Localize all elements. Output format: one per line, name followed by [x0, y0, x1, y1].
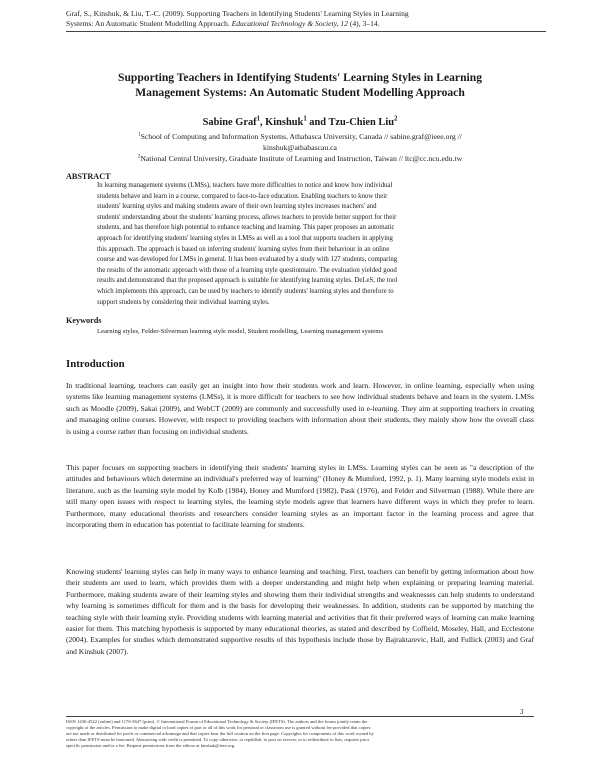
abstract-line: approach for identifying students' learning styles in LMSs as well as a tool that supports teachers in applying	[97, 234, 393, 242]
abstract-line: results and demonstrated that the proposed approach is suitable for identifying learning styles. DeLeS, the tool	[97, 277, 398, 285]
title-line-1: Supporting Teachers in Identifying Students' Learning Styles in Learning	[118, 71, 482, 84]
intro-paragraph-3: Knowing students' learning styles can help in many ways to enhance learning and teaching. First, teachers can benefit by getting information about how their students are used to learn, which provides them with a deeper understanding and might help when explaining or preparing learning material. Furthermore, making students aware of their learning styles and showing them their individual strengths and weaknesses can help students to understand why learning is sometimes difficult for them and is the basis for developing their weaknesses. In addition, students can be supported by matching the teaching style with their learning style. Providing students with learning material and activities that fit their preferred ways of learning can make learning easier for them. This matching hypothesis is supported by many educational theories, as stated and described by Coffield, Moseley, Hall, and Ecclestone (2004). Examples for studies which demonstrated supportive results of this hypothesis include those by Bajraktarevic, Hall, and Fullick (2003) and Graf and Kinshuk (2007).	[66, 567, 534, 656]
citation-line-2	[66, 19, 546, 29]
abstract-line: In learning management systems (LMSs), teachers have more difficulties to notice and know how individual	[97, 182, 393, 189]
page-number: 3	[520, 708, 524, 716]
affiliation-1-sup: 1	[138, 132, 141, 138]
header-rule	[66, 31, 546, 32]
affiliation-1-cont: kinshuk@athabascau.ca	[263, 143, 337, 152]
abstract-heading: ABSTRACT	[66, 172, 111, 181]
footer-line: ISSN 1436-4522 (online) and 1176-3647 (print). © International Forum of Educational Technology & Society (IFETS). The authors and the forum jointly retain the	[66, 719, 368, 724]
footer-line: copyright of the articles. Permission to make digital or hard copies of part or all of this work for personal or classroom use is granted without fee provided that copies	[66, 725, 371, 730]
citation-journal: Educational Technology & Society, 12	[231, 19, 348, 28]
keywords-text: Learning styles, Felder-Silverman learning style model, Student modelling, Learning management systems	[97, 328, 384, 335]
abstract-line: support students by considering their individual learning styles.	[97, 298, 270, 306]
citation-suffix: (4), 3–14.	[347, 19, 380, 28]
author-3-sup: 2	[393, 115, 398, 123]
abstract-line: students behave and learn in a course, compared to face-to-face education. Enabling teachers to know their	[97, 192, 388, 200]
abstract-body	[97, 181, 503, 308]
keywords-heading: Keywords	[66, 316, 102, 325]
author-1: Sabine Graf	[202, 117, 257, 128]
affiliation-1-text: School of Computing and Information Systems, Athabasca University, Canada // sabine.graf@ieee.org //	[140, 132, 462, 141]
section-heading-introduction: Introduction	[66, 358, 125, 370]
citation-line-1: Graf, S., Kinshuk, & Liu, T.-C. (2009). Supporting Teachers in Identifying Students' Learning Styles in Learning	[66, 9, 409, 18]
author-2: , Kinshuk	[259, 117, 304, 128]
abstract-line: which implements this approach, can be used by teachers to identify students' learning styles and therefore to	[97, 287, 394, 295]
abstract-line: the results of the automatic approach with those of a learning style questionnaire. The evaluation yielded good	[97, 266, 397, 274]
author-list	[66, 117, 534, 129]
affiliation-2-text: National Central University, Graduate Institute of Learning and Instruction, Taiwan // ltc@cc.ncu.edu.tw	[140, 154, 463, 163]
paper-title	[66, 70, 534, 100]
abstract-line: students, and has therefore high potential to enhance teaching and learning. This paper proposes an automatic	[97, 224, 395, 232]
author-3: and Tzu-Chien Liu	[306, 117, 394, 128]
footer-line: specific permission and/or a fee. Request permissions from the editors at kinshuk@ieee.org.	[66, 743, 236, 748]
intro-paragraph-1: In traditional learning, teachers can easily get an insight into how their students work and learn. However, in online learning, especially when using systems like learning management systems (LMSs), it is more difficult for teachers to see how individual students behave and learn in the system. LMSs such as Moodle (2009), Sakai (2009), and WebCT (2009) are commonly and successfully used in e-learning. They aim at supporting teachers in creating and managing online courses. However, with respect to providing teachers with information about their students, they mainly show how the overall class is using a course rather than focusing on individual students.	[66, 381, 534, 436]
affiliation-2-sup: 2	[137, 154, 141, 160]
abstract-line: students' learning styles and making students aware of their own learning styles increases teachers' and	[97, 203, 377, 211]
citation-header	[66, 9, 546, 32]
copyright-footer	[66, 716, 534, 749]
abstract-line: students' understanding about the students' learning process, allows teachers to provide better support for their	[97, 213, 397, 221]
author-2-sup: 1	[303, 115, 307, 123]
affiliation-1	[66, 131, 534, 142]
author-1-sup: 1	[256, 115, 260, 123]
title-line-2: Management Systems: An Automatic Student Modelling Approach	[135, 86, 465, 99]
abstract-line: this approach. The approach is based on inferring students' learning styles from their behaviour in an online	[97, 245, 390, 253]
abstract-line: course and was developed for LMSs in general. It has been evaluated by a study with 127 students, comparing	[97, 256, 398, 264]
affiliations	[66, 131, 534, 164]
citation-line-2-prefix: Systems: An Automatic Student Modelling Approach.	[66, 19, 232, 28]
affiliation-2	[66, 153, 534, 164]
intro-paragraph-2: This paper focuses on supporting teachers in identifying their students' learning styles in LMSs. Learning styles can be seen as "a description of the attitudes and behaviours which determine an individual's preferred way of learning" (Honey & Mumford, 1992, p. 1). Many learning style models exist in literature, such as the learning style model by Kolb (1984), Honey and Mumford (1982), Pask (1976), and Felder and Silverman (1988). While there are still many open issues with respect to learning styles, the learning style models agree that learners have different ways in which they prefer to learn. Furthermore, many educational theorists and researchers consider learning styles as an important factor in the learning process and agree that incorporating them in education has potential to facilitate learning for students.	[66, 463, 534, 530]
footer-line: are not made or distributed for profit or commercial advantage and that copies bear the full citation on the first page. Copyrights for components of this work owned by	[66, 731, 374, 736]
footer-line: others than IFETS must be honoured. Abstracting with credit is permitted. To copy otherwise, to republish, to post on servers, or to redistribute to lists, requires prior	[66, 737, 370, 742]
